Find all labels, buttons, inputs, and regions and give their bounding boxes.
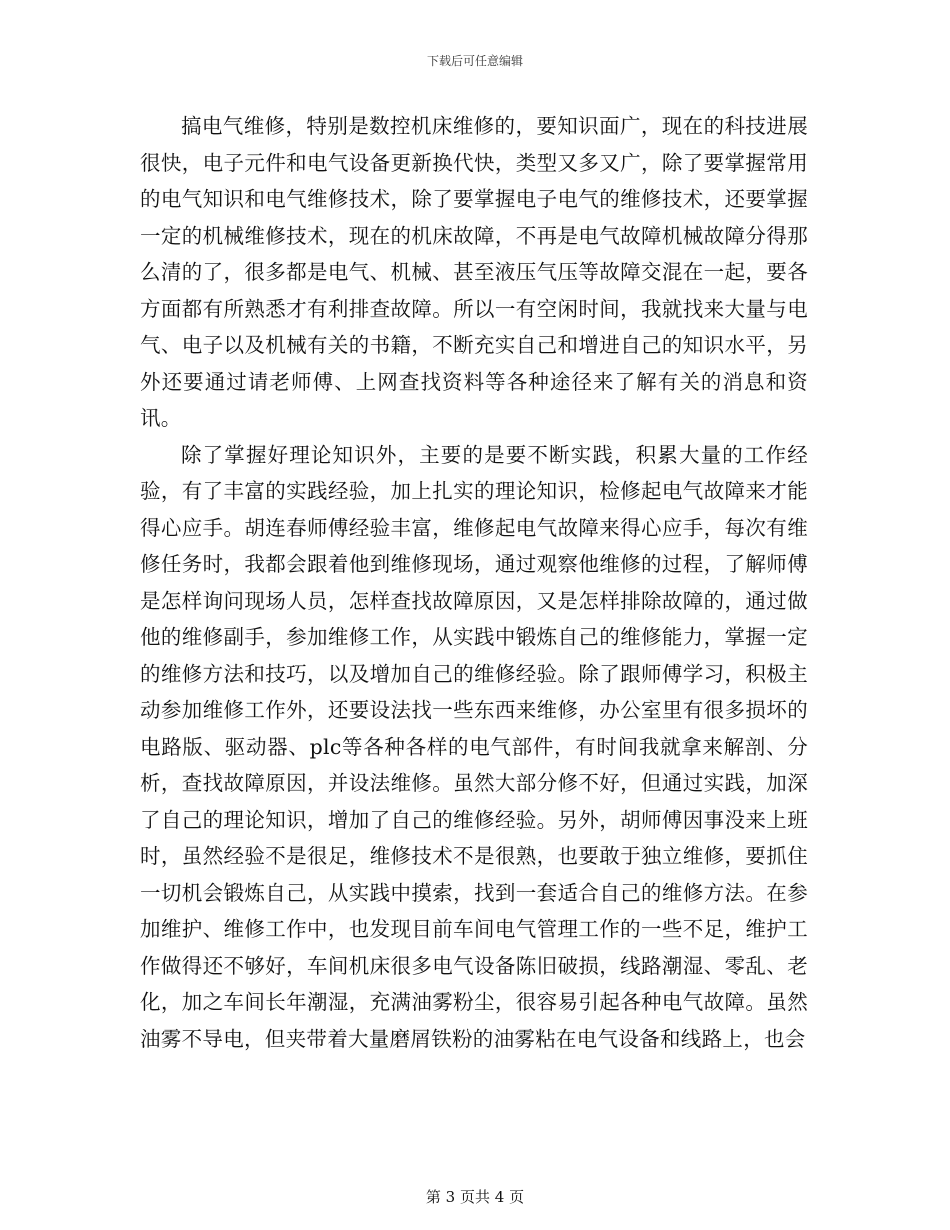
paragraph-2: 除了掌握好理论知识外，主要的是要不断实践，积累大量的工作经验，有了丰富的实践经验，加上扎实的理论知识，检修起电气故障来才能得心应手。胡连春师傅经验丰富，维修起电气故障来得心应手，每次有维修任务时，我都会跟着他到维修现场，通过观察他维修的过程，了解师傅是怎样询问现场人员，怎样查找故障原因，又是怎样排除故障的，通过做他的维修副手，参加维修工作，从实践中锻炼自己的维修能力，掌握一定的维修方法和技巧，以及增加自己的维修经验。除了跟师傅学习，积极主动参加维修工作外，还要设法找一些东西来维修，办公室里有很多损坏的电路版、驱动器、plc等各种各样的电气部件，有时间我就拿来解剖、分析，查找故障原因，并设法维修。虽然大部分修不好，但通过实践，加深了自己的理论知识，增加了自己的维修经验。另外，胡师傅因事没来上班时，虽然经验不是很足，维修技术不是很熟，也要敢于独立维修，要抓住一切机会锻炼自己，从实践中摸索，找到一套适合自己的维修方法。在参加维护、维修工作中，也发现目前车间电气管理工作的一些不足，维护工作做得还不够好，车间机床很多电气设备陈旧破损，线路潮湿、零乱、老化，加之车间长年潮湿，充满油雾粉尘，很容易引起各种电气故障。虽然油雾不导电，但夹带着大量磨屑铁粉的油雾粘在电气设备和线路上，也会 xyxy=(140,442,808,1051)
document-body xyxy=(140,108,808,1057)
page-footer: 第 3 页共 4 页 xyxy=(425,1188,525,1206)
page-header: 下载后可任意编辑 xyxy=(426,54,523,68)
paragraph-1: 搞电气维修，特别是数控机床维修的，要知识面广，现在的科技进展很快，电子元件和电气设备更新换代快，类型又多又广，除了要掌握常用的电气知识和电气维修技术，除了要掌握电子电气的维修技术，还要掌握一定的机械维修技术，现在的机床故障，不再是电气故障机械故障分得那么清的了，很多都是电气、机械、甚至液压气压等故障交混在一起，要各方面都有所熟悉才有利排查故障。所以一有空闲时间，我就找来大量与电气、电子以及机械有关的书籍，不断充实自己和增进自己的知识水平，另外还要通过请老师傅、上网查找资料等各种途径来了解有关的消息和资讯。 xyxy=(140,114,808,430)
